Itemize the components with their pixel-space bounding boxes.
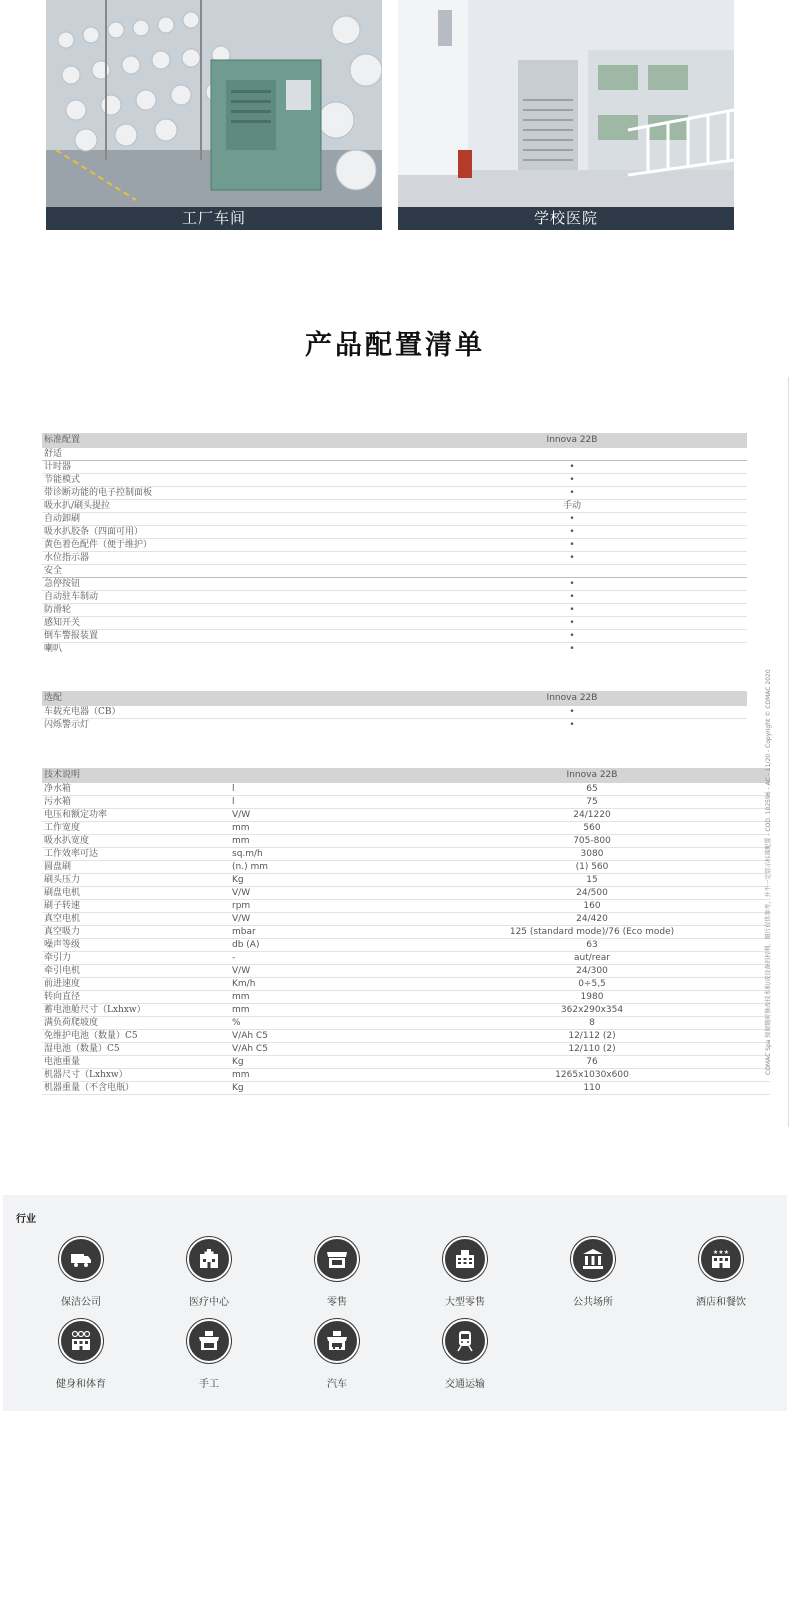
tech-spec-table	[42, 768, 770, 1095]
school-photo	[398, 0, 734, 230]
industry-item-label: 交通运输	[445, 1379, 485, 1390]
row-value: 24/500	[576, 888, 608, 898]
hotel-icon	[699, 1237, 743, 1281]
sports-icon	[59, 1319, 103, 1363]
industry-item-label: 汽车	[327, 1379, 347, 1390]
table-row	[42, 1043, 770, 1056]
row-label: 机器尺寸（Lxhxw）	[44, 1070, 128, 1080]
options-table-header	[42, 691, 747, 706]
row-label: 防滑轮	[44, 605, 72, 615]
table-row	[42, 822, 770, 835]
table-row	[42, 578, 747, 591]
row-label: 舒适	[44, 449, 63, 459]
row-value: 125 (standard mode)/76 (Eco mode)	[509, 927, 675, 937]
row-label: 刷子转速	[44, 901, 81, 911]
industry-item-transportation[interactable]	[405, 1319, 525, 1390]
row-label: 车载充电器（CB）	[44, 707, 121, 717]
row-label: 满负荷爬坡度	[44, 1018, 99, 1028]
table-row	[42, 719, 747, 732]
table-row	[42, 952, 770, 965]
row-label: 污水箱	[44, 797, 72, 807]
row-value: •	[569, 527, 575, 537]
van-icon	[59, 1237, 103, 1281]
standard-header-label: 标准配置	[44, 435, 81, 445]
industry-item-handicraft[interactable]	[149, 1319, 269, 1390]
industry-item-label: 医疗中心	[189, 1297, 229, 1308]
table-row	[42, 796, 770, 809]
factory-scene-image	[46, 0, 382, 207]
row-value: •	[569, 592, 575, 602]
table-row	[42, 848, 770, 861]
row-label: 真空吸力	[44, 927, 81, 937]
row-value: (1) 560	[575, 862, 609, 872]
row-label: 湿电池（数量）C5	[44, 1044, 120, 1054]
row-label: 计时器	[44, 462, 72, 472]
row-value: 3080	[580, 849, 604, 859]
hospital-icon	[187, 1237, 231, 1281]
row-value: •	[569, 475, 575, 485]
table-row	[42, 1030, 770, 1043]
table-row	[42, 861, 770, 874]
row-value: 8	[589, 1018, 595, 1028]
table-row	[42, 887, 770, 900]
table-row	[42, 1056, 770, 1069]
industry-item-large-retail[interactable]	[405, 1237, 525, 1308]
row-value: 75	[586, 797, 598, 807]
row-value: •	[569, 579, 575, 589]
row-label: 刷头压力	[44, 875, 81, 885]
row-label: 感知开关	[44, 618, 81, 628]
public-building-icon	[571, 1237, 615, 1281]
row-label: 闪烁警示灯	[44, 720, 90, 730]
table-row	[42, 835, 770, 848]
train-icon	[443, 1319, 487, 1363]
row-unit: %	[232, 1018, 241, 1028]
factory-photo	[46, 0, 382, 230]
row-label: 前进速度	[44, 979, 81, 989]
table-row	[42, 526, 747, 539]
table-row	[42, 591, 747, 604]
row-unit: l	[232, 784, 235, 794]
row-value: •	[569, 462, 575, 472]
industry-item-public-places[interactable]	[533, 1237, 653, 1308]
table-row	[42, 552, 747, 565]
row-value: 705-800	[573, 836, 611, 846]
table-row	[42, 500, 747, 513]
row-unit: sq.m/h	[232, 849, 263, 859]
row-label: 圆盘刷	[44, 862, 72, 872]
row-label: 黄色着色配件（便于维护）	[44, 540, 153, 550]
row-value: •	[569, 618, 575, 628]
table-row	[42, 926, 770, 939]
side-divider	[788, 377, 789, 1127]
row-label: 水位指示器	[44, 553, 90, 563]
table-row	[42, 461, 747, 474]
table-row	[42, 991, 770, 1004]
row-unit: V/W	[232, 966, 251, 976]
row-value: •	[569, 605, 575, 615]
row-unit: mm	[232, 1005, 250, 1015]
table-row	[42, 706, 747, 719]
row-value: 110	[583, 1083, 601, 1093]
page-title: 产品配置清单	[305, 330, 485, 361]
row-label: 净水箱	[44, 784, 72, 794]
table-row	[42, 617, 747, 630]
row-unit: db (A)	[232, 940, 260, 950]
row-unit: mm	[232, 992, 250, 1002]
row-label: 安全	[44, 566, 63, 576]
row-value: aut/rear	[573, 953, 611, 963]
row-label: 电池重量	[44, 1057, 81, 1067]
row-label: 牵引电机	[44, 966, 81, 976]
row-value: •	[569, 644, 575, 654]
table-row	[42, 448, 747, 461]
row-unit: mm	[232, 1070, 250, 1080]
row-value: •	[569, 488, 575, 498]
row-value: 76	[586, 1057, 598, 1067]
row-value: 65	[586, 784, 598, 794]
row-label: 吸水扒/刷头提拉	[44, 501, 111, 511]
row-label: 吸水扒胶条（四面可用）	[44, 527, 144, 537]
svg-text:★★★: ★★★	[712, 1249, 730, 1256]
row-unit: V/W	[232, 914, 251, 924]
row-value: •	[569, 631, 575, 641]
industry-item-label: 健身和体育	[56, 1379, 106, 1390]
row-label: 工作宽度	[44, 823, 81, 833]
row-label: 倒车警报装置	[44, 631, 99, 641]
row-value: •	[569, 553, 575, 563]
row-unit: Kg	[232, 875, 244, 885]
row-unit: -	[232, 953, 236, 963]
row-unit: mm	[232, 823, 250, 833]
side-copyright-text: COMAC Spa 保留随时修改技术和/或设备的权利。图片仅供参考，并不一定显示标准配置 - COD. 102596 - AC - 11/20 - Copyright © COMAC 2020	[765, 669, 772, 1075]
industry-item-label: 零售	[327, 1297, 347, 1308]
table-row	[42, 809, 770, 822]
options-header-model: Innova 22B	[546, 693, 598, 703]
table-row	[42, 1017, 770, 1030]
row-unit: V/Ah C5	[232, 1044, 268, 1054]
table-row	[42, 874, 770, 887]
row-value: 15	[586, 875, 598, 885]
table-row	[42, 643, 747, 656]
table-row	[42, 1082, 770, 1095]
row-value: 12/110 (2)	[568, 1044, 616, 1054]
row-unit: rpm	[232, 901, 251, 911]
row-value: 12/112 (2)	[568, 1031, 616, 1041]
row-value: 1980	[580, 992, 604, 1002]
industry-item-label: 手工	[199, 1379, 219, 1390]
row-label: 牵引力	[44, 953, 72, 963]
options-table	[42, 691, 747, 732]
industry-item-retail[interactable]	[277, 1237, 397, 1308]
table-row	[42, 487, 747, 500]
tech-header-model: Innova 22B	[566, 770, 618, 780]
row-unit: Kg	[232, 1083, 244, 1093]
row-label: 急停按钮	[44, 579, 81, 589]
workshop-icon	[187, 1319, 231, 1363]
table-row	[42, 913, 770, 926]
industry-item-cleaning-company[interactable]	[21, 1237, 141, 1308]
row-label: 节能模式	[44, 475, 81, 485]
school-caption: 学校医院	[398, 207, 734, 230]
row-value: •	[569, 720, 575, 730]
row-label: 自动卸刷	[44, 514, 81, 524]
industry-item-hotel-catering[interactable]	[661, 1237, 781, 1308]
row-unit: V/W	[232, 888, 251, 898]
row-label: 电压和额定功率	[44, 810, 108, 820]
row-unit: (n.) mm	[232, 862, 268, 872]
car-service-icon	[315, 1319, 359, 1363]
table-row	[42, 539, 747, 552]
industry-panel	[3, 1195, 787, 1411]
row-label: 转向直径	[44, 992, 81, 1002]
row-label: 蓄电池舱尺寸（Lxhxw）	[44, 1005, 146, 1015]
row-value: •	[569, 707, 575, 717]
row-value: 24/300	[576, 966, 608, 976]
table-row	[42, 900, 770, 913]
row-unit: Kg	[232, 1057, 244, 1067]
row-value: 1265x1030x600	[555, 1070, 629, 1080]
row-label: 吸水扒宽度	[44, 836, 90, 846]
school-hallway-image	[398, 0, 734, 207]
row-unit: mm	[232, 836, 250, 846]
table-row	[42, 783, 770, 796]
table-row	[42, 978, 770, 991]
table-row	[42, 474, 747, 487]
options-header-label: 选配	[44, 693, 63, 703]
row-unit: Km/h	[232, 979, 256, 989]
row-label: 免维护电池（数量）C5	[44, 1031, 138, 1041]
row-value: 24/1220	[573, 810, 611, 820]
row-label: 喇叭	[44, 644, 63, 654]
row-label: 噪声等级	[44, 940, 81, 950]
row-unit: V/Ah C5	[232, 1031, 268, 1041]
industry-item-label: 酒店和餐饮	[696, 1297, 746, 1308]
row-unit: mbar	[232, 927, 256, 937]
row-value: •	[569, 514, 575, 524]
factory-caption: 工厂车间	[46, 207, 382, 230]
row-label: 工作效率可达	[44, 849, 99, 859]
table-row	[42, 939, 770, 952]
table-row	[42, 965, 770, 978]
row-value: 63	[586, 940, 598, 950]
mall-icon	[443, 1237, 487, 1281]
side-copyright	[763, 575, 773, 1075]
table-row	[42, 604, 747, 617]
standard-config-table	[42, 433, 747, 656]
industry-item-medical-center[interactable]	[149, 1237, 269, 1308]
industry-item-label: 公共场所	[573, 1297, 613, 1308]
row-label: 机器重量（不含电瓶）	[44, 1083, 135, 1093]
row-value: 362x290x354	[560, 1005, 624, 1015]
table-row	[42, 630, 747, 643]
row-value: 560	[583, 823, 601, 833]
row-unit: l	[232, 797, 235, 807]
row-label: 真空电机	[44, 914, 81, 924]
standard-header-model: Innova 22B	[546, 435, 598, 445]
row-value: 160	[583, 901, 601, 911]
industry-item-label: 大型零售	[445, 1297, 485, 1308]
table-row	[42, 513, 747, 526]
row-value: 24/420	[576, 914, 608, 924]
row-value: •	[569, 540, 575, 550]
row-label: 刷盘电机	[44, 888, 81, 898]
tech-header-label: 技术说明	[44, 770, 81, 780]
tech-table-header	[42, 768, 770, 783]
row-label: 带诊断功能的电子控制面板	[44, 488, 153, 498]
row-label: 自动驻车制动	[44, 592, 99, 602]
row-value: 手动	[562, 501, 581, 511]
industry-label: 行业	[16, 1214, 36, 1225]
industry-item-label: 保洁公司	[61, 1297, 101, 1308]
row-unit: V/W	[232, 810, 251, 820]
industry-item-automotive[interactable]	[277, 1319, 397, 1390]
standard-table-header	[42, 433, 747, 448]
industry-item-fitness-sports[interactable]	[21, 1319, 141, 1390]
shop-icon	[315, 1237, 359, 1281]
row-value: 0÷5,5	[578, 979, 606, 989]
table-row	[42, 1004, 770, 1017]
table-row	[42, 565, 747, 578]
table-row	[42, 1069, 770, 1082]
